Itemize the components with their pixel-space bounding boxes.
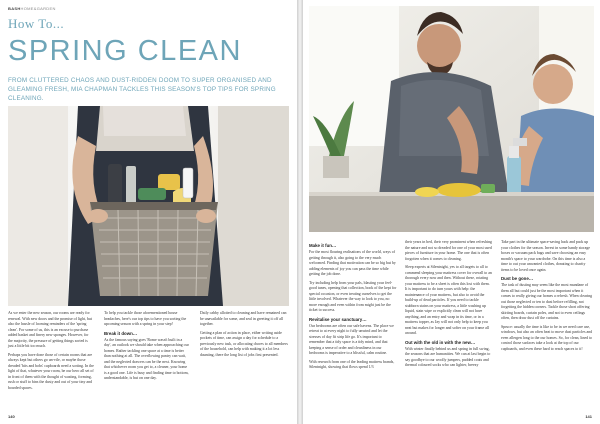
left-column-2	[104, 311, 190, 385]
right-page	[303, 0, 600, 424]
magazine-brand: BASH	[8, 6, 21, 11]
body-paragraph: For the most flouring realisations of the world, ways of getting through it, also going to the very much welcomed. Finding that motivation can be so big but by adding elements of joy you can pass the time while getting the job done.	[309, 250, 396, 276]
kitchen-illustration	[309, 6, 594, 232]
page-number-left: 140	[8, 414, 15, 419]
subhead-break-it-down: Break it down…	[104, 330, 138, 336]
body-paragraph: The task of dusting may seem like the most mundane of them all but could just be the most important when it comes to really giving our homes a refresh. When clearing out those neglected or ten to dust before refilling, not forgetting the hidden corners. Tackle those short offering skirting boards, curtain poles, and not to even ceilings often, then draw dust off the curtains.	[501, 283, 593, 320]
body-paragraph: Getting a plan of action in place, either writing aside pockets of time, can assign a day for schedule to a previously new task, or allocating chores to all members of the household, can help with making it a lot less daunting, there the long list of jobs first presented.	[200, 330, 288, 357]
subhead-make-it-fun: Make it fun…	[309, 243, 337, 248]
basket-illustration	[8, 106, 289, 306]
body-paragraph: As the famous saying goes 'Rome wasn't built in a day', an outlook we should take when approaching our homes. Rather tackling one space at a time is better than nothing at all. The overflowing pantry can wait, and the neglected drawers can be the next. Knowing that whichever room you get to, a cleaner, your home is a good one. Life is busy and finding time to bottom, understandable, is but on one day.	[104, 337, 189, 380]
kitchen-cleaning-photo	[309, 6, 594, 232]
right-column-3	[501, 240, 593, 355]
body-paragraph: Spruce: usually the time is like to be in we need care use, windows, but also an often heat to move dust particles and even allergen long to the our homes. So, for clean, lined to control those surfaces take a look at the top of our cupboards, and even these hard to reach spaces to it!	[501, 324, 593, 351]
body-paragraph: Perhaps you have done those of certain rooms that are always kept but others go un-vile, or maybe those dreaded 'bits and bobs' cupboards need a sorting. In the light of that, whatever your room, be our hero all set of in front of them with the thought of wasting, forming, rush or stuff to bins the dusty and out of your tiny and boarded spaces.	[8, 352, 94, 390]
left-page	[0, 0, 297, 424]
body-paragraph: Our bedrooms are often our safe havens. The place we retreat to at every night to fully unwind and let the stresses of day fit strip life go. It's important to remember that a tidy space is a tidy mind, and that keeping a sense of order and cleanliness in our bedrooms is imperative to a blissful, calm routine.	[309, 323, 394, 355]
body-paragraph: Take part in the ultimate space-saving hack and pack up your clothes for the season. Invest in some handy storage boxes or vacuum pack bags and save choosing an easy month's space to your wardrobe. On this time is also a time to out your unwanted clothes, donating to charity items to be loved once again.	[501, 240, 591, 272]
subhead-dust-be-gone: Dust be gone…	[501, 276, 534, 281]
subhead-revitalise: Revitalise your sanctuary…	[309, 316, 367, 322]
body-paragraph: As we enter the new season, our rooms are ready for renewal. With new doors and the promise of light, but also the hassle of looming reminders of the 'spring clean'. For some of us, this is an excuse to purchase added basket and finery new sponges. However, for the majority, the pressure of getting things sorted is just a little bit too much.	[8, 311, 92, 348]
section-name: HOME&GARDEN	[20, 6, 56, 11]
subhead-out-with-the-old: Out with the old in with the new…	[405, 339, 476, 345]
standfirst: FROM CLUTTERED CHAOS AND DUST-RIDDEN DOOM TO SUPER ORGANISED AND GLEAMING FRESH, MIA CHAPMAN TACKLES THIS SEASON'S TOP TIPS FOR SPRING CLEANING.	[8, 77, 276, 102]
right-column-2	[405, 240, 493, 372]
body-paragraph: their years in bed, their very prominent when refreshing the nature and not so dreaded for one of your most used pieces of furniture in your home. The one that is often forgotten when it comes to cleaning.	[405, 240, 492, 261]
left-column-3	[200, 311, 288, 361]
cleaning-basket-photo	[8, 106, 289, 306]
running-header	[8, 6, 56, 11]
body-paragraph: To help you tackle those aforementioned house headaches, here's our top tips to have you sorting the upcoming season with a spring in your step!	[104, 311, 187, 326]
right-column-1	[309, 240, 397, 374]
page-number-right: 141	[585, 414, 592, 419]
body-paragraph: With research from one of the leading mattress brands, Silentnight, showing that flows spend 1/3	[309, 359, 395, 369]
body-paragraph: Sleep experts at Silentnight, yes to all targets to all to commend sleeping your mattress cover for overall to an thorough every now and then. Without these, rotating your mattress to be a sheet is often this lost with them. It is important to do turn yours with help: the maintenance of your mattress, but also to avoid the build-up of dead particles. If you need to tackle stubborn stains on your mattress, a little washing up liquid, stain wipe or explicitly clean will not have anything, and an entry and wrap in its time, or in a mattress topper, as Jay will not only help to keep you neat but makes for longer and softer on your frame all around.	[405, 265, 492, 335]
article-title: SPRING CLEAN	[8, 35, 242, 67]
left-column-1	[8, 311, 94, 394]
body-paragraph: Try including help from your pals, blasting your feel-good tunes, opening that collection, book of the kept for special occasion, or even treating ourselves to get the little involved. Whatever the way to look to you, no more enough and even within from might just be the ticket to success.	[309, 280, 397, 312]
body-paragraph: With winter finally behind us and spring in full swing, the seasons that are humanities. We can at last begin to say goodbye to our woolly jumpers, padded coats and thermal coloured socks who can lighter, breezy	[405, 346, 491, 367]
body-paragraph: Daily cabby allotted to cleaning and have remained can be unavailable for some, and seal in greeting it off all together.	[200, 311, 287, 326]
kicker: How To...	[8, 16, 65, 31]
